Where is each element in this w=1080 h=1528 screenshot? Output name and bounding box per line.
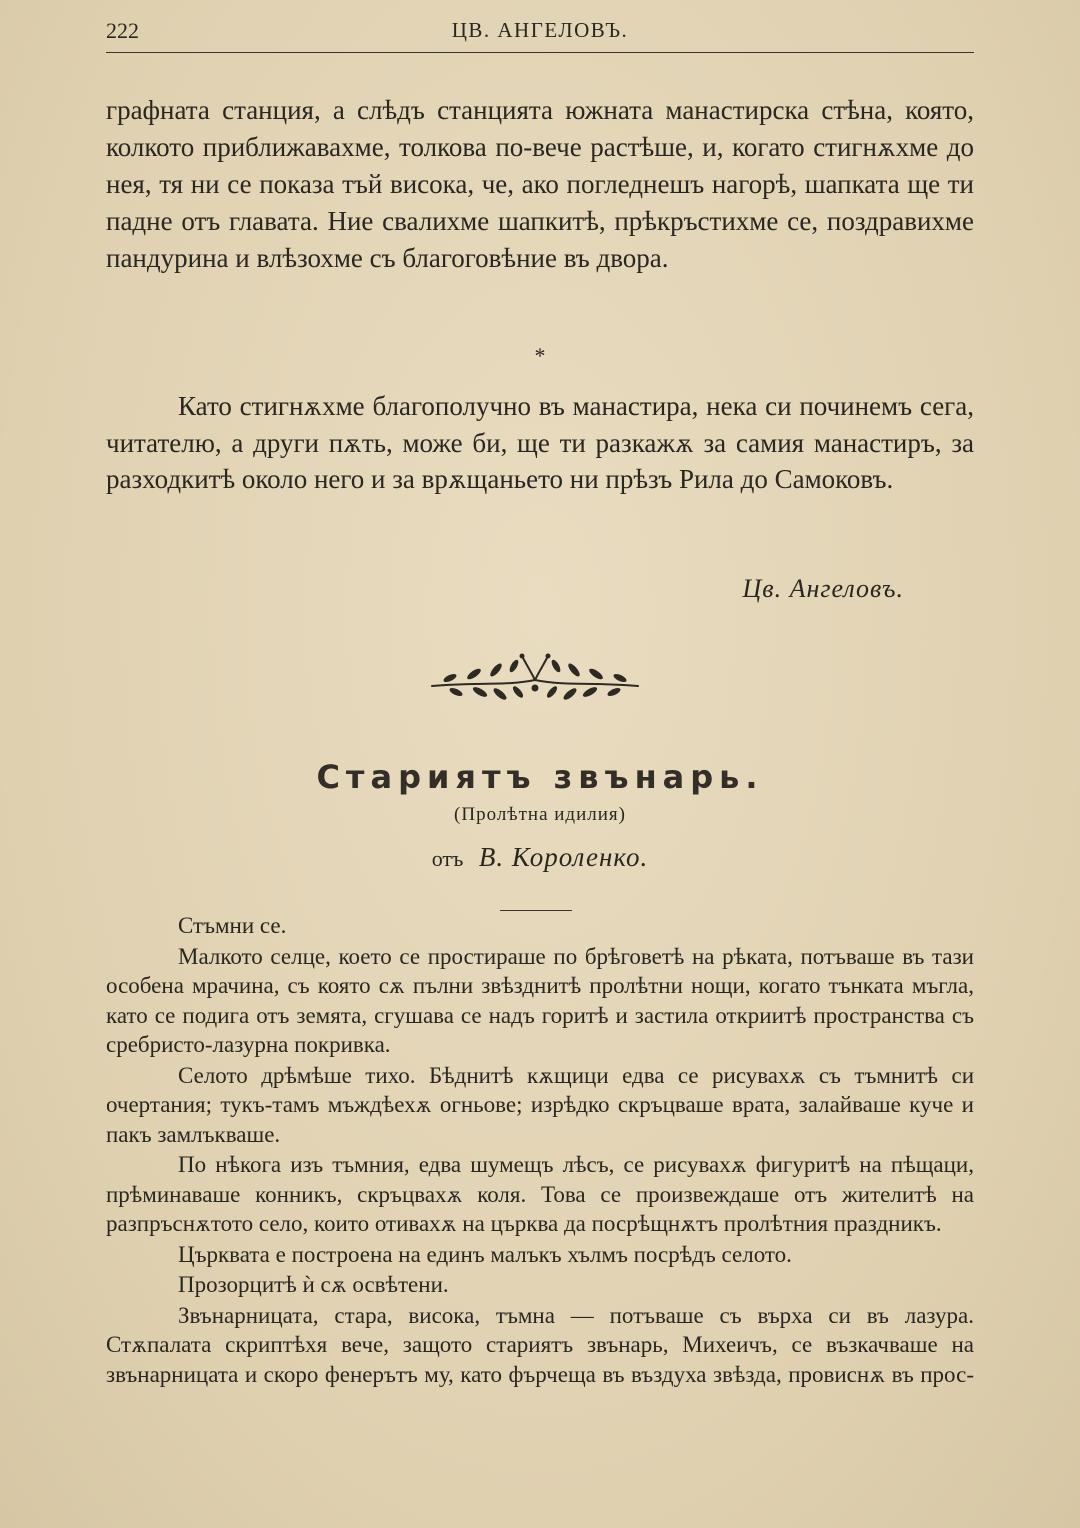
story-subtitle: (Пролѣтна идилия) <box>454 804 626 825</box>
paragraph: графната станция, а слѣдъ станцията южната манастирска стѣна, която, колкото приближавахме, толкова по-вече растѣше, и, когато стигнѫхме до нея, тя ни се показа тъй висока, че, ако погледнешъ нагорѣ, шапката ще ти падне отъ главата. Ние свалихме шапкитѣ, прѣкръстихме се, поздравихме пандурина и влѣзохме съ благоговѣние въ двора. <box>106 95 974 273</box>
running-header <box>106 16 974 53</box>
story-paragraph: Звънарницата, стара, висока, тъмна — потъваше съ върха си въ лазура. Стѫпалата скриптѣхя вече, защото стариятъ звънарь, Михеичъ, се възкачваше на звънарницата и скоро фенерътъ му, като фърчеща въ въздуха звѣзда, провиснѫ въ прос- <box>106 1302 974 1387</box>
story-paragraph: По нѣкога изъ тъмния, едва шумещъ лѣсъ, се рисувахѫ фигуритѣ на пѣщаци, прѣминаваше конникъ, скръцвахѫ коля. Това се произвеждаше отъ жителитѣ на разпръснѫтото село, които отивахѫ на църква да посрѣщнѫтъ пролѣтния праздникъ. <box>106 1152 974 1236</box>
floral-ornament-icon <box>426 648 644 708</box>
story-byline <box>0 842 1080 873</box>
story-paragraph: Малкото селце, което се простираше по брѣговетѣ на рѣката, потъваше въ тази особена мрачина, съ която сѫ пълни звѣзднитѣ пролѣтни нощи, когато тънката мъгла, като се подига отъ земята, сгушава се надъ горитѣ и застила откриитѣ пространства съ сребристо-лазурна покривка. <box>106 943 974 1057</box>
byline-prefix: отъ <box>431 846 464 871</box>
story-paragraph: Прозорцитѣ ѝ сѫ освѣтени. <box>178 1272 449 1297</box>
story-paragraph: Църквата е построена на единъ малъкъ хълмъ посрѣдъ селото. <box>178 1241 792 1267</box>
story-title: Стариятъ звънарь. <box>316 758 764 796</box>
story-body <box>106 910 974 1389</box>
previous-article-text <box>106 92 974 277</box>
closing-paragraph-block <box>106 388 974 498</box>
story-author: В. Короленко. <box>478 842 649 872</box>
asterisk-separator: * <box>534 343 546 368</box>
story-paragraph: Селото дрѣмѣше тихо. Бѣднитѣ кѫщици едва се рисувахѫ съ тъмнитѣ си очертания; тукъ-тамъ мъждѣехѫ огньове; изрѣдко скръцваше врата, залайваше куче и пакъ замлъкваше. <box>106 1062 974 1147</box>
closing-paragraph: Като стигнѫхме благополучно въ манастира, нека си починемъ сега, читателю, а други пѫть, може би, ще ти разкажѫ за самия манастиръ, за разходкитѣ около него и за врѫщаньето ни прѣзъ Рила до Самоковъ. <box>106 391 974 494</box>
author-signature: Цв. Ангеловъ. <box>742 574 904 603</box>
running-title: ЦВ. АНГЕЛОВЪ. <box>451 18 629 42</box>
story-paragraph: Стъмни се. <box>178 913 287 938</box>
page-number: 222 <box>106 18 139 43</box>
